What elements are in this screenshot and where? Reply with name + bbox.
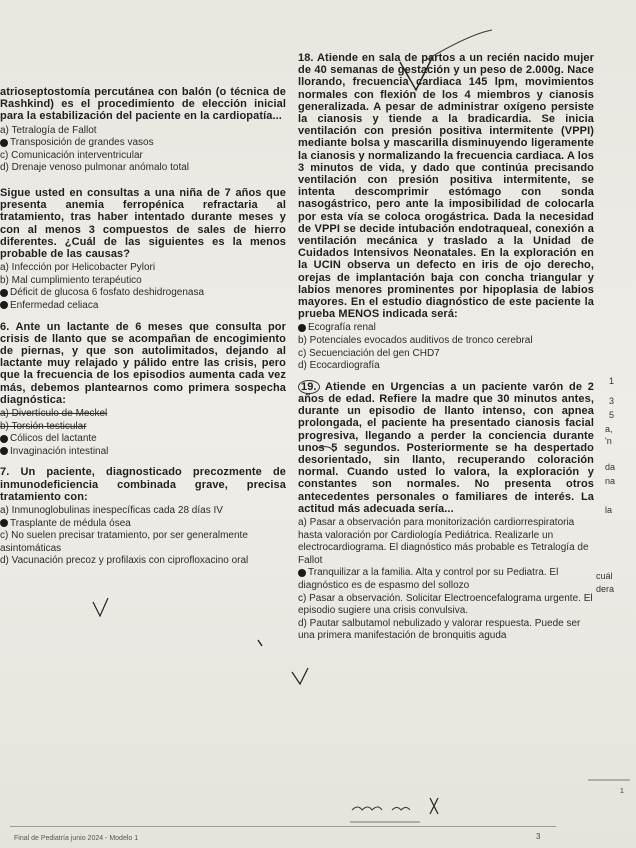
question-stem: 6. Ante un lactante de 6 meses que consulta por crisis de llanto que se acompañan de encogimiento de piernas, y que son autolimitados, dejando al lactante muy relajado y pálido entre las crisis, pero que la frecuencia de los episodios aumenta cada vez más, debemos plantearnos como primera sospecha diagnóstica: xyxy=(0,320,287,406)
option-list xyxy=(298,517,594,643)
margin-note: 5 xyxy=(609,410,615,420)
option-b[interactable]: Tranquilizar a la familia. Alta y control por su Pediatra. El diagnóstico es de espasmo del sollozo xyxy=(298,567,559,592)
option-a[interactable]: a) Tetralogía de Fallot xyxy=(0,124,97,136)
margin-note: dera xyxy=(596,584,615,594)
question-block xyxy=(298,381,594,643)
page-number: 3 xyxy=(536,832,541,841)
option-a[interactable]: a) Inmunoglobulinas inespecíficas cada 28 días IV xyxy=(0,504,223,516)
question-block xyxy=(0,466,286,568)
option-list xyxy=(0,262,286,312)
option-c[interactable]: c) Pasar a observación. Solicitar Electroencefalograma urgente. El episodio sugiere una crisis convulsiva. xyxy=(298,592,593,617)
option-list xyxy=(0,505,286,568)
option-c[interactable]: c) Comunicación interventricular xyxy=(0,149,143,161)
marked-answer-icon xyxy=(0,435,8,443)
option-b[interactable]: Trasplante de médula ósea xyxy=(0,518,286,531)
margin-note: na xyxy=(605,476,616,486)
marked-answer-icon xyxy=(0,447,8,455)
question-block xyxy=(0,86,286,175)
footer: Final de Pediatría junio 2024 - Modelo 1 xyxy=(14,835,139,842)
option-d[interactable]: d) Drenaje venoso pulmonar anómalo total xyxy=(0,162,189,174)
margin-note: 1 xyxy=(620,788,624,795)
option-a[interactable]: Ecografía renal xyxy=(298,322,594,335)
option-d[interactable]: d) Pautar salbutamol nebulizado y valorar respuesta. Puede ser una primera manifestación de bronquitis aguda xyxy=(298,617,581,642)
marked-answer-icon xyxy=(298,324,306,332)
question-number: 18. xyxy=(298,52,314,64)
footer-rule xyxy=(10,826,556,827)
margin-note: cuál xyxy=(596,571,613,581)
question-stem: Sigue usted en consultas a una niña de 7 años que presenta anemia ferropénica refractaria al tratamiento, tras haber intentado durante meses y con al menos 3 compuestos de sales de hierro diferentes. ¿Cuál de las siguientes es la menos probable de las causas? xyxy=(0,186,286,260)
option-list xyxy=(298,322,594,372)
option-a[interactable]: a) Infección por Helicobacter Pylori xyxy=(0,262,156,274)
marked-answer-icon xyxy=(0,301,8,309)
question-stem: 18. Atiende en sala de partos a un recién nacido mujer de 40 semanas de gestación y un peso de 2.000g. Nace llorando, frecuencia cardiaca 145 lpm, movimientos normales con flexión de los 4 miembros y cianosis generalizada. A pesar de administrar oxígeno persiste la cianosis y tiende a la bradicardia. Se inicia ventilación con presión positiva intermitente (VPPI) mediante bolsa y mascarilla disminuyendo ligeramente la cianosis y normalizando la frecuencia cardiaca. A los 3 minutos de vida, y dado que continúa precisando ventilación con presión positiva intermitente, se intenta descomprimir estómago con sonda nasogástrico, pero ante la imposibilidad de colocarla por esta vía se coloca orogástrica. Dada la necesidad de VPPI se decide intubación endotraqueal, conexión a ventilación mecánica y traslado a la Unidad de Cuidados Intensivos Neonatales. En la exploración en la UCIN observa un defecto en iris de ojo derecho, orejas de implantación baja con concha triangular y labios menores prominentes por hipoplasia de labios mayores. En el estudio diagnóstico de este paciente la prueba MENOS indicada será: xyxy=(298,52,594,321)
marked-answer-icon xyxy=(298,569,306,577)
margin-note: la xyxy=(605,505,613,515)
option-b[interactable]: b) Torsión testicular xyxy=(0,420,87,432)
margin-note: a, xyxy=(605,424,613,434)
question-block xyxy=(298,52,594,373)
question-stem: atrioseptostomía percutánea con balón (o técnica de Rashkind) es el procedimiento de elección inicial para la estabilización del paciente en la cardiopatía... xyxy=(0,86,286,123)
margin-note: 1 xyxy=(609,376,615,386)
margin-note: 3 xyxy=(609,396,615,406)
option-b[interactable]: Transposición de grandes vasos xyxy=(0,137,286,150)
left-column xyxy=(0,52,286,574)
question-block xyxy=(0,321,286,459)
option-b[interactable]: b) Potenciales evocados auditivos de tronco cerebral xyxy=(298,335,533,347)
question-block xyxy=(0,187,286,313)
right-column xyxy=(298,52,594,649)
question-number: 6. xyxy=(0,320,10,333)
margin-note: da xyxy=(605,462,616,472)
option-list xyxy=(0,125,286,175)
option-c[interactable]: c) No suelen precisar tratamiento, por ser generalmente asintomáticas xyxy=(0,530,248,554)
option-a[interactable]: a) Pasar a observación para monitorización cardiorrespiratoria hasta valoración por Cardiología Pediátrica. Realizarle un electrocardiograma. El diagnóstico más probable es Tetralogía de Fallot xyxy=(298,517,589,566)
option-d[interactable]: Enfermedad celiaca xyxy=(0,300,286,313)
option-c[interactable]: Déficit de glucosa 6 fosfato deshidrogenasa xyxy=(0,287,286,300)
question-number: 7. xyxy=(0,466,10,479)
option-c[interactable]: Cólicos del lactante xyxy=(0,433,286,446)
option-b[interactable]: b) Mal cumplimiento terapéutico xyxy=(0,274,142,286)
question-number: 19. xyxy=(298,380,320,394)
option-d[interactable]: d) Vacunación precoz y profilaxis con ciprofloxacino oral xyxy=(0,555,249,567)
margin-note: 'n xyxy=(605,436,612,446)
marked-answer-icon xyxy=(0,519,8,527)
option-a[interactable]: a) Divertículo de Meckel xyxy=(0,408,108,419)
question-stem: 19. Atiende en Urgencias a un paciente varón de 2 años de edad. Refiere la madre que 30 minutos antes, durante un episodio de llanto intenso, con apnea prolongada, el paciente ha presentado cianosis facial progresiva, llegando a perder la conciencia durante unos 5 segundos. Posteriormente se ha despertado desorientado, sin llanto, recuperando coloración normal. Cuando usted lo valora, la exploración y constantes son normales. No presenta otros antecedentes personales o familiares de interés. La actitud más adecuada sería... xyxy=(298,380,594,515)
option-list xyxy=(0,408,286,458)
marked-answer-icon xyxy=(0,289,8,297)
option-d[interactable]: Invaginación intestinal xyxy=(0,446,286,459)
marked-answer-icon xyxy=(0,139,8,147)
option-d[interactable]: d) Ecocardiografía xyxy=(298,360,380,372)
option-c[interactable]: c) Secuenciación del gen CHD7 xyxy=(298,347,440,359)
question-stem: 7. Un paciente, diagnosticado precozmente de inmunodeficiencia combinada grave, precisa tratamiento con: xyxy=(0,466,286,503)
